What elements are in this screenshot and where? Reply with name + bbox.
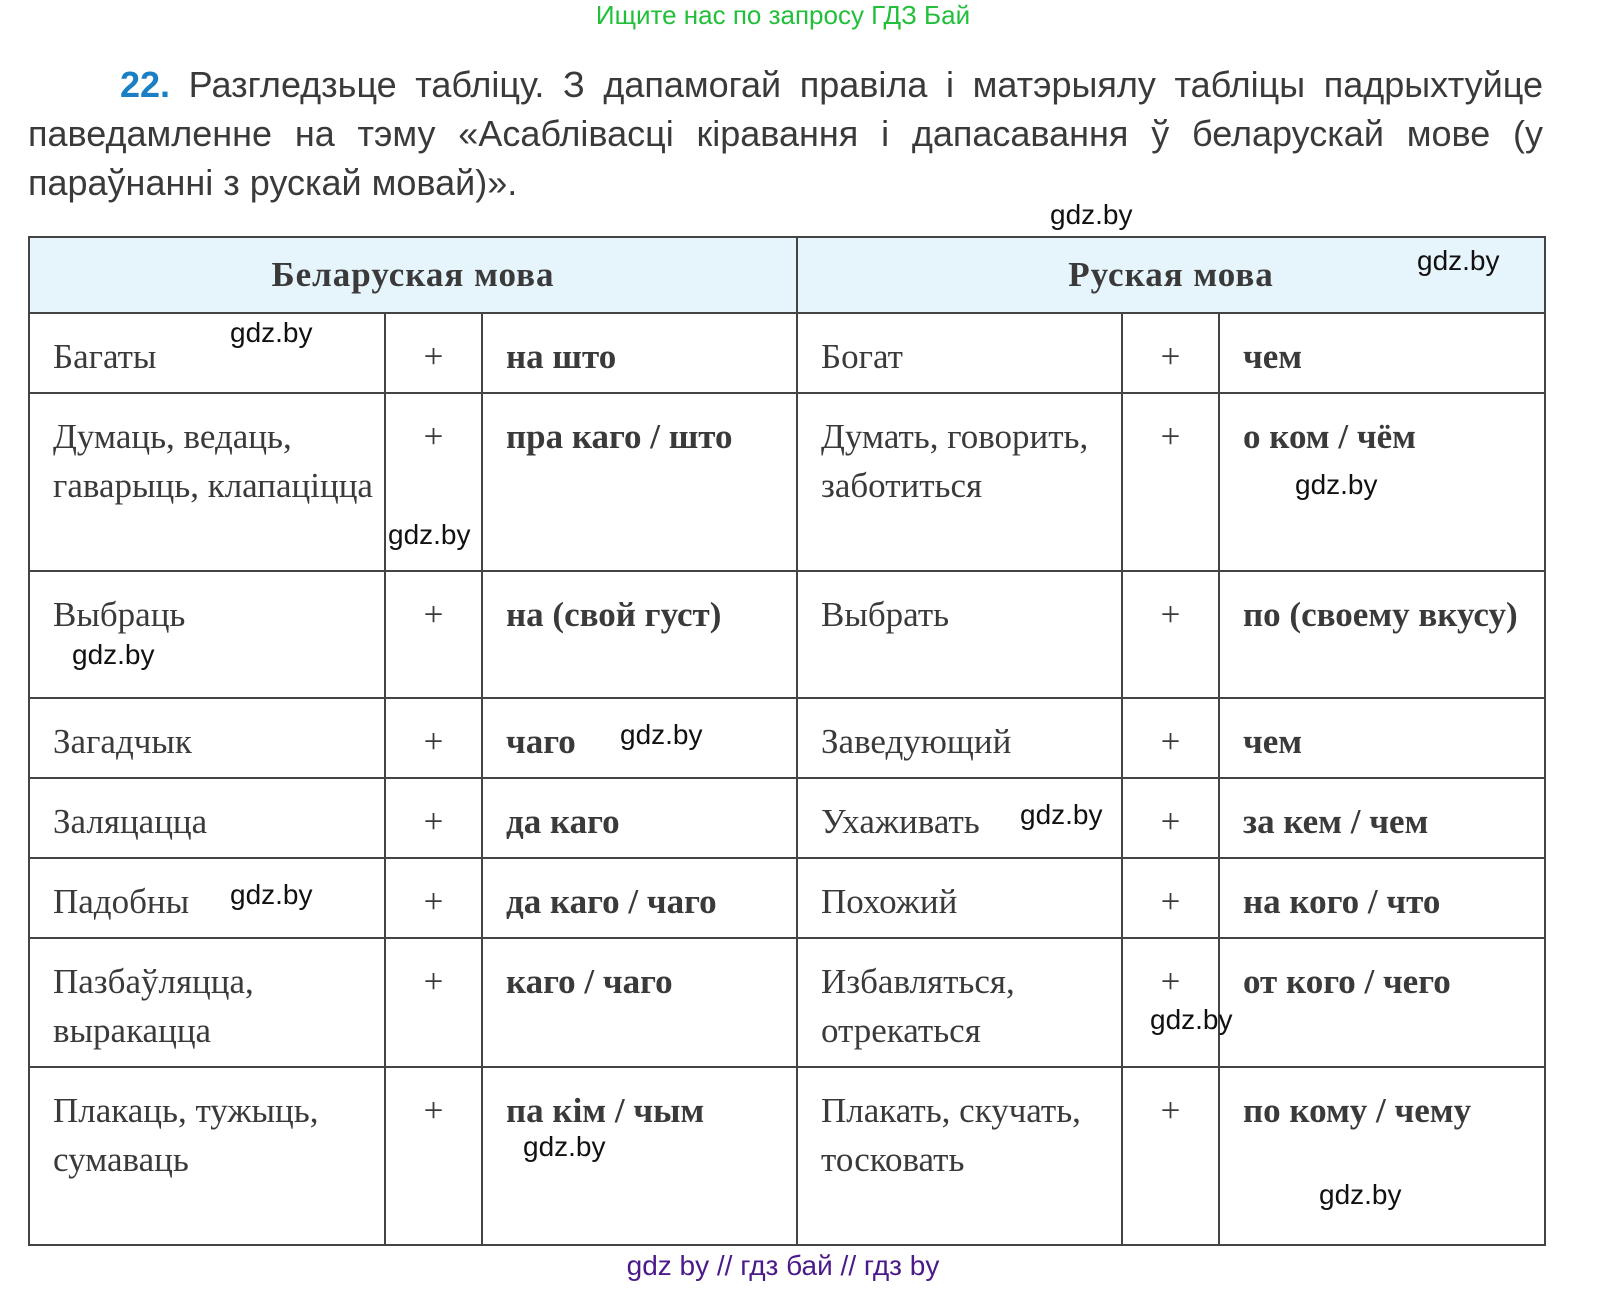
cell-be-word: Падобны (29, 858, 385, 938)
table-row (29, 1067, 1545, 1245)
table-row (29, 778, 1545, 858)
cell-ru-word: Похожий (797, 858, 1122, 938)
cell-be-plus: + (385, 313, 482, 393)
cell-ru-word: Выбрать (797, 571, 1122, 698)
task-number: 22. (120, 64, 171, 105)
cell-ru-plus: + (1122, 571, 1219, 698)
cell-be-plus: + (385, 393, 482, 571)
cell-ru-plus: + (1122, 393, 1219, 571)
cell-ru-prep: о ком / чём (1219, 393, 1545, 571)
cell-be-word: Выбраць (29, 571, 385, 698)
cell-be-prep: на што (482, 313, 797, 393)
task-instruction: Разгледзьце табліцу. З дапамогай правіла і матэрыялу табліцы падрыхтуйце паведамленне на тэму «Асаблівасці кіравання і дапасавання ў беларускай мове (у параўнанні з рускай мовай)». (28, 64, 1543, 203)
cell-be-word: Загадчык (29, 698, 385, 778)
table-row (29, 938, 1545, 1067)
watermark: gdz.by (72, 639, 155, 670)
cell-be-plus: + (385, 571, 482, 698)
cell-be-plus: + (385, 1067, 482, 1245)
cell-be-word: Багаты (29, 313, 385, 393)
watermark: gdz.by (1295, 469, 1378, 500)
watermark: gdz.by (388, 519, 471, 550)
cell-be-word: Думаць, ведаць, гаварыць, клапаціцца (29, 393, 385, 571)
cell-be-prep: чаго (482, 698, 797, 778)
cell-ru-prep: на кого / что (1219, 858, 1545, 938)
watermark: gdz.by (1319, 1179, 1402, 1210)
cell-be-plus: + (385, 938, 482, 1067)
header-russian: Руская мова (797, 237, 1545, 313)
cell-be-plus: + (385, 778, 482, 858)
watermark: gdz.by (230, 879, 313, 910)
cell-ru-plus: + (1122, 1067, 1219, 1245)
cell-ru-prep: по (своему вкусу) (1219, 571, 1545, 698)
watermark: gdz.by (1150, 1004, 1233, 1035)
search-banner: Ищите нас по запросу ГДЗ Бай (595, 0, 971, 30)
cell-ru-plus: + (1122, 313, 1219, 393)
cell-ru-plus: + (1122, 858, 1219, 938)
cell-be-prep: да каго / чаго (482, 858, 797, 938)
cell-be-prep: пра каго / што (482, 393, 797, 571)
cell-ru-word: Думать, говорить, заботиться (797, 393, 1122, 571)
cell-ru-prep: по кому / чему (1219, 1067, 1545, 1245)
comparison-table (28, 236, 1546, 1246)
watermark: gdz.by (620, 719, 703, 750)
footer-watermark: gdz by // гдз бай // гдз by (626, 1250, 940, 1281)
watermark: gdz.by (523, 1131, 606, 1162)
cell-be-plus: + (385, 698, 482, 778)
cell-ru-prep: чем (1219, 313, 1545, 393)
watermark: gdz.by (1050, 199, 1133, 230)
task-text (28, 60, 1543, 207)
table-row (29, 571, 1545, 698)
cell-be-plus: + (385, 858, 482, 938)
cell-be-word: Плакаць, тужыць, сумаваць (29, 1067, 385, 1245)
cell-ru-plus: + (1122, 938, 1219, 1067)
cell-be-prep: па кім / чым (482, 1067, 797, 1245)
header-belarusian: Беларуская мова (29, 237, 797, 313)
watermark: gdz.by (230, 317, 313, 348)
cell-ru-plus: + (1122, 778, 1219, 858)
cell-ru-word: Ухаживать (797, 778, 1122, 858)
cell-be-prep: на (свой густ) (482, 571, 797, 698)
cell-be-prep: да каго (482, 778, 797, 858)
cell-ru-prep: чем (1219, 698, 1545, 778)
cell-ru-word: Плакать, скучать, тосковать (797, 1067, 1122, 1245)
table-row (29, 698, 1545, 778)
cell-ru-prep: от кого / чего (1219, 938, 1545, 1067)
watermark: gdz.by (1020, 799, 1103, 830)
cell-ru-word: Богат (797, 313, 1122, 393)
cell-ru-word: Избавляться, отрекаться (797, 938, 1122, 1067)
cell-ru-plus: + (1122, 698, 1219, 778)
cell-be-word: Заляцацца (29, 778, 385, 858)
cell-ru-prep: за кем / чем (1219, 778, 1545, 858)
watermark: gdz.by (1417, 245, 1500, 276)
cell-ru-word: Заведующий (797, 698, 1122, 778)
cell-be-word: Пазбаўляцца, выракацца (29, 938, 385, 1067)
cell-be-prep: каго / чаго (482, 938, 797, 1067)
